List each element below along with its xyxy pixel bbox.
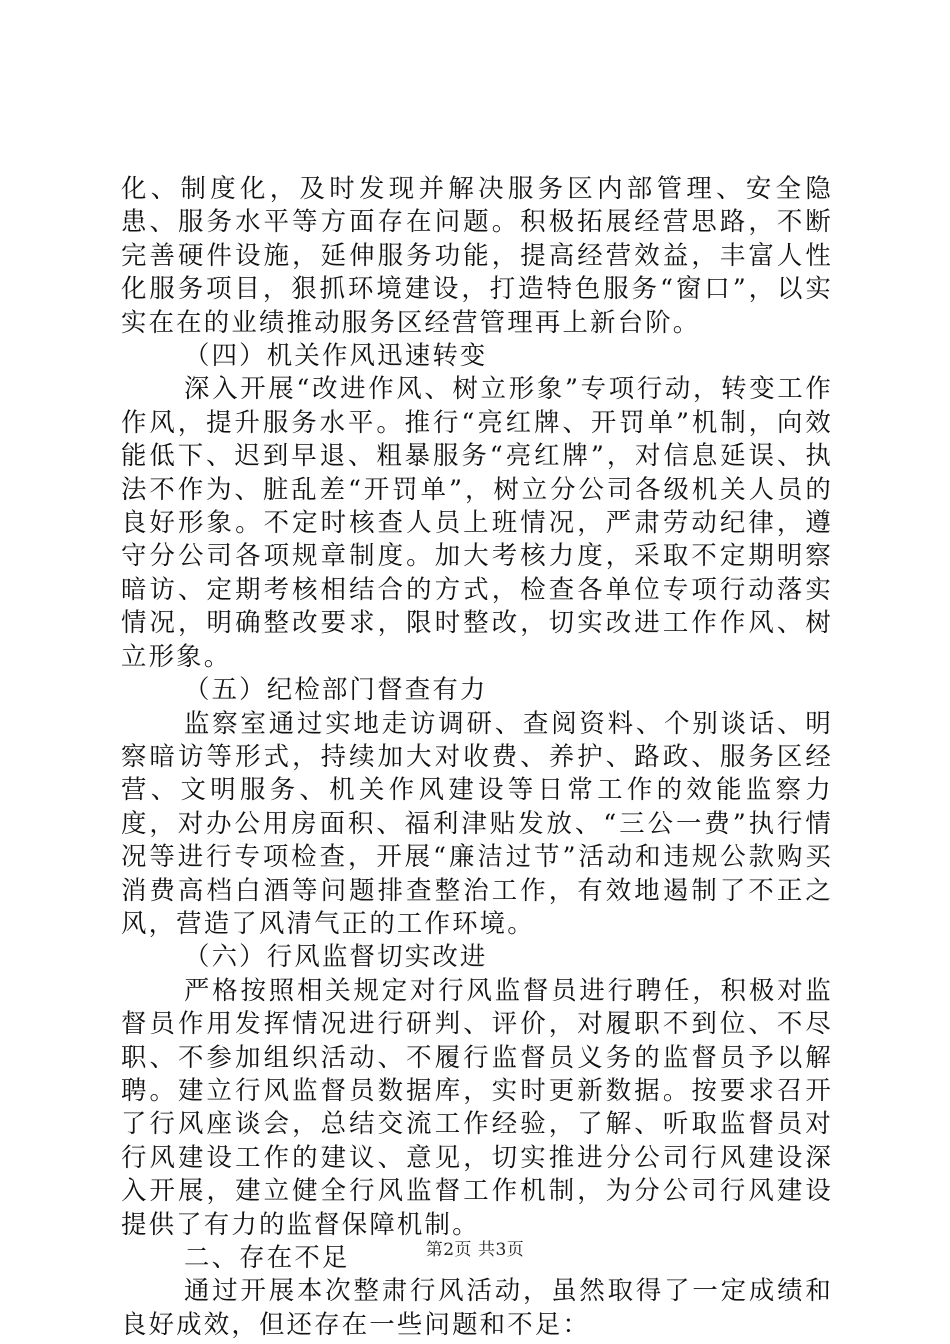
- section-heading-shortcomings: 二、存在不足: [184, 1242, 350, 1272]
- section-heading-6: （六）行风监督切实改进: [184, 941, 488, 972]
- paragraph-continuation: 化、制度化，及时发现并解决服务区内部管理、安全隐患、服务水平等方面存在问题。积极拓展经营思路，不断完善硬件设施，延伸服务功能，提高经营效益，丰富人性化服务项目，狠抓环境建设，打造特色服务“窗口”，以实实在在的业绩推动服务区经营管理再上新台阶。: [121, 173, 833, 337]
- section-heading-4: （四）机关作风迅速转变: [184, 340, 488, 371]
- paragraph-shortcomings: 通过开展本次整肃行风活动，虽然取得了一定成绩和良好成效，但还存在一些问题和不足：: [121, 1275, 833, 1339]
- paragraph-section-6: 严格按照相关规定对行风监督员进行聘任，积极对监督员作用发挥情况进行研判、评价，对履职不到位、不尽职、不参加组织活动、不履行监督员义务的监督员予以解聘。建立行风监督员数据库，实时更新数据。按要求召开了行风座谈会，总结交流工作经验，了解、听取监督员对行风建设工作的建议、意见，切实推进分公司行风建设深入开展，建立健全行风监督工作机制，为分公司行风建设提供了有力的监督保障机制。: [121, 974, 833, 1239]
- paragraph-section-4: 深入开展“改进作风、树立形象”专项行动，转变工作作风，提升服务水平。推行“亮红牌、开罚单”机制，向效能低下、迟到早退、粗暴服务“亮红牌”，对信息延误、执法不作为、脏乱差“开罚单”，树立分公司各级机关人员的良好形象。不定时核查人员上班情况，严肃劳动纪律，遵守分公司各项规章制度。加大考核力度，采取不定期明察暗访、定期考核相结合的方式，检查各单位专项行动落实情况，明确整改要求，限时整改，切实改进工作作风、树立形象。: [121, 373, 833, 671]
- document-body: [121, 172, 833, 1341]
- page-number-footer: 第2页 共3页: [425, 1240, 525, 1260]
- paragraph-section-5: 监察室通过实地走访调研、查阅资料、个别谈话、明察暗访等形式，持续加大对收费、养护、路政、服务区经营、文明服务、机关作风建设等日常工作的效能监察力度，对办公用房面积、福利津贴发放、“三公一费”执行情况等进行专项检查，开展“廉洁过节”活动和违规公款购买消费高档白酒等问题排查整治工作，有效地遏制了不正之风，营造了风清气正的工作环境。: [121, 707, 833, 938]
- section-heading-5: （五）纪检部门督查有力: [184, 674, 488, 705]
